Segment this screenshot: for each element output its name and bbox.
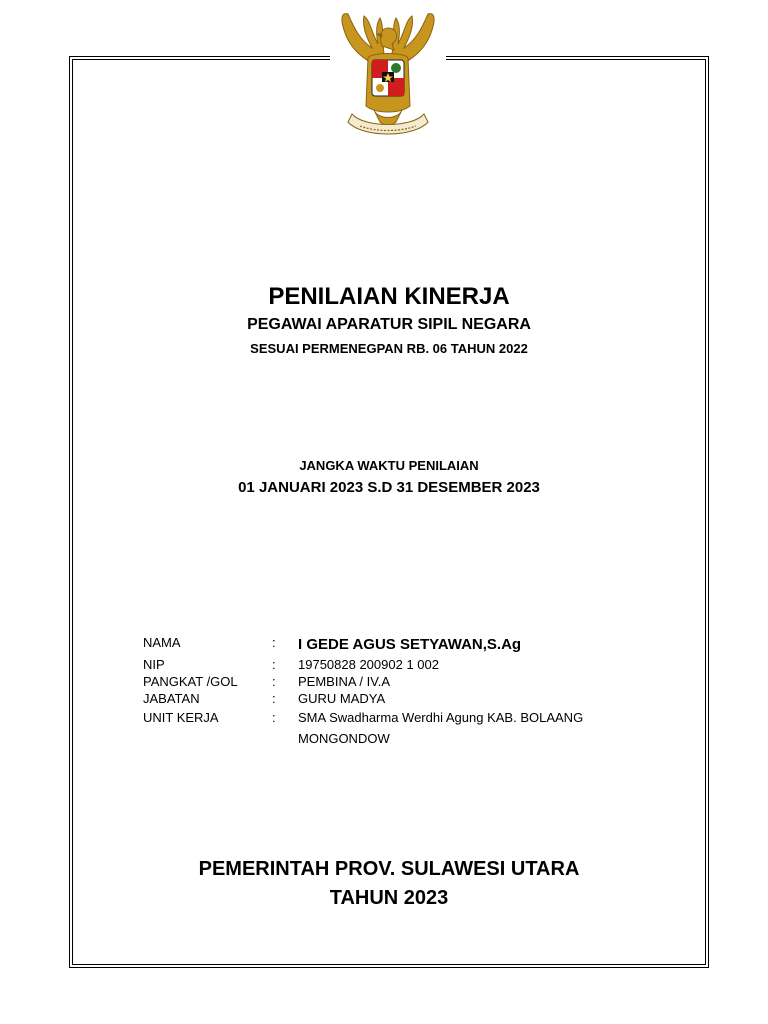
field-separator: :: [272, 691, 276, 706]
field-value-nama: I GEDE AGUS SETYAWAN,S.Ag: [298, 636, 522, 653]
field-separator: :: [272, 657, 276, 672]
period-value: 01 JANUARI 2023 S.D 31 DESEMBER 2023: [238, 479, 540, 496]
field-value-pangkat: PEMBINA / IV.A: [298, 674, 391, 689]
field-label-nip: NIP: [143, 657, 165, 672]
document-title: PENILAIAN KINERJA: [268, 283, 510, 310]
period-label: JANGKA WAKTU PENILAIAN: [299, 458, 479, 473]
field-label-pangkat: PANGKAT /GOL: [143, 674, 238, 689]
field-value-nip: 19750828 200902 1 002: [298, 657, 439, 672]
field-value-unit-kerja: SMA Swadharma Werdhi Agung KAB. BOLAANG: [298, 710, 584, 725]
emblem-graphic: [330, 10, 446, 140]
field-label-nama: NAMA: [143, 635, 181, 650]
page-border-inner: [72, 59, 706, 965]
regulation-reference: SESUAI PERMENEGPAN RB. 06 TAHUN 2022: [250, 341, 528, 356]
field-separator: :: [272, 674, 276, 689]
field-label-unit-kerja: UNIT KERJA: [143, 710, 219, 725]
field-value-jabatan: GURU MADYA: [298, 691, 386, 706]
document-year: TAHUN 2023: [329, 887, 449, 909]
government-name: PEMERINTAH PROV. SULAWESI UTARA: [198, 858, 580, 880]
field-label-jabatan: JABATAN: [143, 691, 200, 706]
field-separator: :: [272, 635, 276, 650]
document-subtitle: PEGAWAI APARATUR SIPIL NEGARA: [247, 316, 531, 333]
garuda-pancasila-emblem: [330, 10, 446, 140]
field-value-unit-kerja-line2: MONGONDOW: [298, 731, 390, 746]
field-separator: :: [272, 710, 276, 725]
